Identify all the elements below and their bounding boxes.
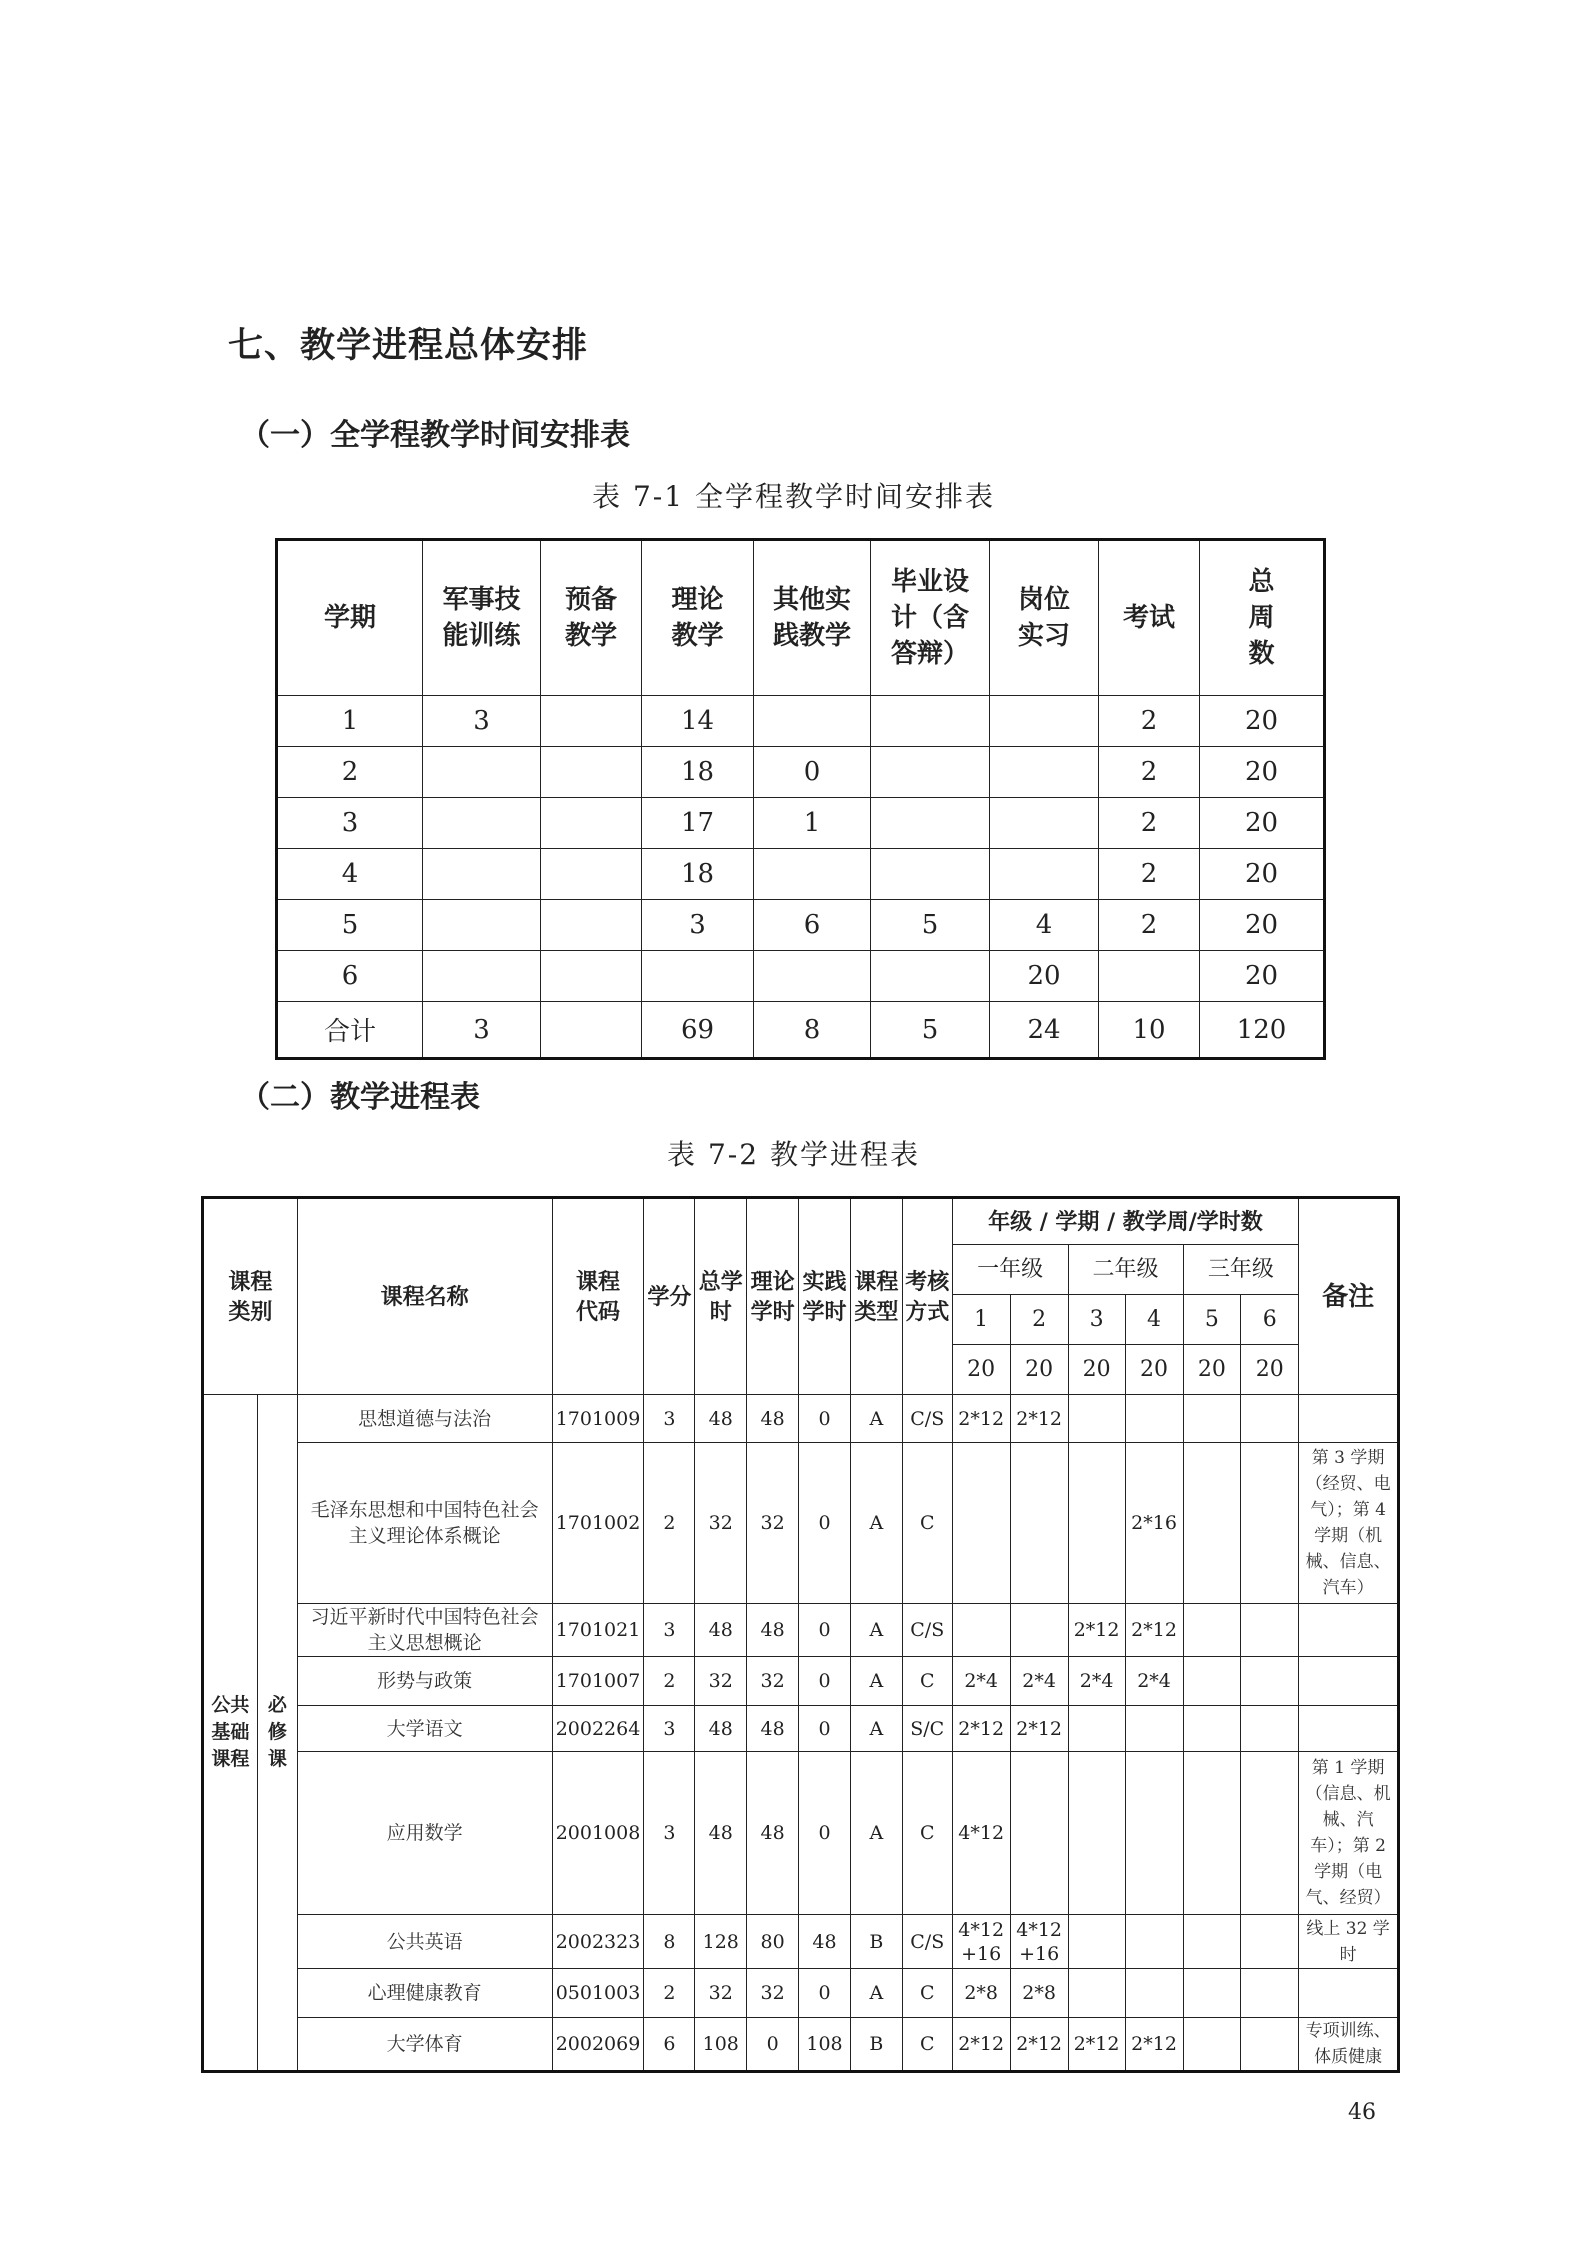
course-exam: C/S [902, 1604, 952, 1657]
course-remark: 第 1 学期（信息、机械、汽车）；第 2 学期（电气、经贸） [1299, 1752, 1399, 1915]
course-credit: 3 [644, 1752, 695, 1915]
course-name: 大学语文 [297, 1706, 552, 1752]
header-remark: 备注 [1299, 1198, 1399, 1395]
course-type: A [850, 1657, 902, 1706]
total-row [277, 1002, 1325, 1059]
header-year-2: 二年级 [1068, 1245, 1183, 1295]
semester-hours [1068, 1915, 1125, 1969]
subsection-heading-2: （二）教学进程表 [240, 1080, 480, 1115]
page-number: 46 [1348, 2100, 1376, 2125]
semester-hours [1241, 1604, 1299, 1657]
course-name: 大学体育 [297, 2018, 552, 2072]
table-row [277, 849, 1325, 900]
table1-header-cell: 岗位实习 [990, 540, 1099, 696]
course-practice: 0 [799, 1657, 851, 1706]
course-remark: 线上 32 学时 [1299, 1915, 1399, 1969]
course-theory: 0 [747, 2018, 799, 2072]
course-remark [1299, 1706, 1399, 1752]
semester-hours [1125, 1752, 1183, 1915]
semester-hours [1068, 1443, 1125, 1604]
table1-cell [871, 798, 990, 849]
header-course-category: 课程类别 [203, 1198, 298, 1395]
table1-cell: 120 [1200, 1002, 1325, 1059]
course-total: 32 [695, 1443, 747, 1604]
course-row [203, 1706, 1399, 1752]
course-exam: C [902, 1752, 952, 1915]
table1-cell: 2 [1099, 900, 1200, 951]
semester-hours [1241, 1915, 1299, 1969]
table1-cell [541, 1002, 642, 1059]
table1-cell: 20 [1200, 798, 1325, 849]
course-credit: 2 [644, 1443, 695, 1604]
course-total: 32 [695, 1969, 747, 2018]
course-remark: 专项训练、体质健康 [1299, 2018, 1399, 2072]
course-code: 1701021 [552, 1604, 644, 1657]
course-practice: 0 [799, 1969, 851, 2018]
course-code: 2002264 [552, 1706, 644, 1752]
course-practice: 0 [799, 1395, 851, 1443]
semester-hours [1068, 1395, 1125, 1443]
semester-hours [1125, 1915, 1183, 1969]
course-credit: 3 [644, 1395, 695, 1443]
course-row [203, 1395, 1399, 1443]
course-practice: 0 [799, 1604, 851, 1657]
semester-hours [1241, 1969, 1299, 2018]
table1-header-cell: 理论教学 [642, 540, 754, 696]
semester-hours [952, 1443, 1010, 1604]
table1-cell [754, 849, 871, 900]
course-total: 32 [695, 1657, 747, 1706]
weeks-cell: 20 [1068, 1345, 1125, 1395]
table1-cell: 69 [642, 1002, 754, 1059]
table1-cell [642, 951, 754, 1002]
table1-cell: 3 [277, 798, 423, 849]
course-theory: 32 [747, 1443, 799, 1604]
table1-cell: 2 [1099, 747, 1200, 798]
course-type: A [850, 1604, 902, 1657]
course-remark [1299, 1969, 1399, 2018]
semester-hours: 4*12 +16 [1010, 1915, 1068, 1969]
course-code: 1701002 [552, 1443, 644, 1604]
weeks-cell: 20 [1010, 1345, 1068, 1395]
semester-hours [1068, 1752, 1125, 1915]
course-name: 应用数学 [297, 1752, 552, 1915]
course-total: 48 [695, 1706, 747, 1752]
table1-cell: 6 [754, 900, 871, 951]
semester-hours [1241, 1752, 1299, 1915]
course-credit: 8 [644, 1915, 695, 1969]
table1-cell [541, 849, 642, 900]
table1-cell: 5 [871, 900, 990, 951]
table1-header-cell: 其他实践教学 [754, 540, 871, 696]
table1-cell: 20 [990, 951, 1099, 1002]
course-theory: 48 [747, 1752, 799, 1915]
table1-cell: 3 [642, 900, 754, 951]
semester-hours: 2*12 [1010, 2018, 1068, 2072]
course-code: 2001008 [552, 1752, 644, 1915]
table1-cell [541, 696, 642, 747]
table1-cell: 5 [277, 900, 423, 951]
table1-cell [871, 849, 990, 900]
table-header-row [277, 540, 1325, 696]
course-total: 48 [695, 1604, 747, 1657]
semester-hours: 4*12 +16 [952, 1915, 1010, 1969]
table1-cell: 20 [1200, 696, 1325, 747]
table1-cell: 1 [277, 696, 423, 747]
semester-cell: 5 [1183, 1295, 1241, 1345]
course-code: 2002069 [552, 2018, 644, 2072]
table1-cell [871, 696, 990, 747]
semester-hours [1241, 1706, 1299, 1752]
semester-hours: 2*12 [952, 2018, 1010, 2072]
table1-cell [541, 900, 642, 951]
table1-header-cell: 总周数 [1200, 540, 1325, 696]
header-practice-hours: 实践学时 [799, 1198, 851, 1395]
table-row [277, 696, 1325, 747]
header-exam-method: 考核方式 [902, 1198, 952, 1395]
table1-header-cell: 学期 [277, 540, 423, 696]
semester-hours: 2*12 [1068, 2018, 1125, 2072]
course-remark: 第 3 学期（经贸、电气）；第 4 学期（机械、信息、汽车） [1299, 1443, 1399, 1604]
course-theory: 32 [747, 1657, 799, 1706]
course-name: 心理健康教育 [297, 1969, 552, 2018]
header-credit: 学分 [644, 1198, 695, 1395]
header-theory-hours: 理论学时 [747, 1198, 799, 1395]
semester-hours [1183, 1969, 1241, 2018]
semester-hours: 2*8 [1010, 1969, 1068, 2018]
semester-hours [1125, 1395, 1183, 1443]
course-row [203, 1915, 1399, 1969]
table1-cell: 20 [1200, 747, 1325, 798]
table1-cell [423, 951, 541, 1002]
course-code: 1701009 [552, 1395, 644, 1443]
header-course-code: 课程代码 [552, 1198, 644, 1395]
table-1-caption: 表 7-1 全学程教学时间安排表 [592, 480, 995, 513]
table1-cell [990, 747, 1099, 798]
table-row [277, 951, 1325, 1002]
weeks-cell: 20 [952, 1345, 1010, 1395]
course-exam: C [902, 1443, 952, 1604]
semester-hours [1010, 1604, 1068, 1657]
semester-hours: 2*12 [1068, 1604, 1125, 1657]
table1-cell: 2 [1099, 798, 1200, 849]
table1-cell: 18 [642, 849, 754, 900]
semester-hours [1010, 1752, 1068, 1915]
course-exam: C [902, 1657, 952, 1706]
course-total: 48 [695, 1395, 747, 1443]
course-code: 0501003 [552, 1969, 644, 2018]
semester-cell: 6 [1241, 1295, 1299, 1345]
table1-cell: 10 [1099, 1002, 1200, 1059]
course-row [203, 1969, 1399, 2018]
semester-hours [1241, 1657, 1299, 1706]
table1-cell [990, 696, 1099, 747]
table1-cell: 18 [642, 747, 754, 798]
semester-hours: 2*12 [1010, 1706, 1068, 1752]
header-course-name: 课程名称 [297, 1198, 552, 1395]
semester-hours [1241, 2018, 1299, 2072]
table1-cell: 4 [277, 849, 423, 900]
course-name: 形势与政策 [297, 1657, 552, 1706]
semester-hours [1183, 1915, 1241, 1969]
teaching-progress-table [201, 1196, 1400, 2073]
table1-cell: 24 [990, 1002, 1099, 1059]
table1-header-cell: 毕业设计（含答辩） [871, 540, 990, 696]
course-row [203, 1752, 1399, 1915]
semester-hours: 2*4 [1125, 1657, 1183, 1706]
semester-hours [1068, 1706, 1125, 1752]
table1-cell [1099, 951, 1200, 1002]
teaching-time-table [275, 538, 1326, 1060]
table1-cell [423, 900, 541, 951]
category-sub: 必修课 [257, 1395, 297, 2072]
header-course-type: 课程类型 [850, 1198, 902, 1395]
course-row [203, 1604, 1399, 1657]
table1-cell: 6 [277, 951, 423, 1002]
course-practice: 108 [799, 2018, 851, 2072]
semester-hours: 2*12 [952, 1395, 1010, 1443]
weeks-cell: 20 [1183, 1345, 1241, 1395]
course-theory: 48 [747, 1395, 799, 1443]
semester-hours [1125, 1969, 1183, 2018]
semester-hours [1125, 1706, 1183, 1752]
weeks-cell: 20 [1125, 1345, 1183, 1395]
semester-hours [952, 1604, 1010, 1657]
table1-header-cell: 考试 [1099, 540, 1200, 696]
course-theory: 32 [747, 1969, 799, 2018]
header-year-1: 一年级 [952, 1245, 1068, 1295]
course-practice: 0 [799, 1706, 851, 1752]
category-main: 公共基础课程 [203, 1395, 258, 2072]
course-exam: C/S [902, 1395, 952, 1443]
table1-cell: 3 [423, 696, 541, 747]
weeks-cell: 20 [1241, 1345, 1299, 1395]
semester-hours: 2*12 [1125, 2018, 1183, 2072]
table-row [277, 798, 1325, 849]
table1-cell [990, 798, 1099, 849]
course-type: B [850, 1915, 902, 1969]
course-remark [1299, 1657, 1399, 1706]
semester-hours [1183, 1657, 1241, 1706]
course-name: 公共英语 [297, 1915, 552, 1969]
semester-cell: 1 [952, 1295, 1010, 1345]
table1-cell [871, 747, 990, 798]
table1-cell [541, 798, 642, 849]
table1-cell [423, 798, 541, 849]
course-total: 128 [695, 1915, 747, 1969]
table1-cell: 4 [990, 900, 1099, 951]
semester-hours [1068, 1969, 1125, 2018]
semester-hours: 2*12 [1010, 1395, 1068, 1443]
semester-hours: 2*4 [1010, 1657, 1068, 1706]
table1-cell: 8 [754, 1002, 871, 1059]
table1-cell: 20 [1200, 849, 1325, 900]
section-heading: 七、教学进程总体安排 [228, 326, 589, 366]
table1-cell: 20 [1200, 900, 1325, 951]
course-remark [1299, 1395, 1399, 1443]
table1-header-cell: 军事技能训练 [423, 540, 541, 696]
table-row [277, 747, 1325, 798]
course-theory: 48 [747, 1604, 799, 1657]
course-exam: C [902, 2018, 952, 2072]
course-type: A [850, 1706, 902, 1752]
semester-hours: 2*12 [952, 1706, 1010, 1752]
header-total-hours: 总学时 [695, 1198, 747, 1395]
course-type: A [850, 1395, 902, 1443]
course-code: 2002323 [552, 1915, 644, 1969]
semester-hours [1241, 1395, 1299, 1443]
semester-hours [1183, 2018, 1241, 2072]
table1-cell: 0 [754, 747, 871, 798]
table1-header-cell: 预备教学 [541, 540, 642, 696]
table1-cell [990, 849, 1099, 900]
table1-cell: 1 [754, 798, 871, 849]
subsection-heading-1: （一）全学程教学时间安排表 [240, 418, 630, 453]
semester-hours [1183, 1752, 1241, 1915]
table1-cell: 14 [642, 696, 754, 747]
semester-hours [1010, 1443, 1068, 1604]
semester-hours: 2*4 [1068, 1657, 1125, 1706]
course-code: 1701007 [552, 1657, 644, 1706]
course-type: A [850, 1969, 902, 2018]
semester-cell: 3 [1068, 1295, 1125, 1345]
semester-hours [1241, 1443, 1299, 1604]
course-practice: 0 [799, 1752, 851, 1915]
course-exam: S/C [902, 1706, 952, 1752]
table1-cell [423, 849, 541, 900]
table-2-caption: 表 7-2 教学进程表 [667, 1138, 920, 1171]
table1-cell [541, 747, 642, 798]
table1-cell [541, 951, 642, 1002]
table1-cell: 合计 [277, 1002, 423, 1059]
course-exam: C/S [902, 1915, 952, 1969]
course-theory: 80 [747, 1915, 799, 1969]
table1-cell: 2 [1099, 849, 1200, 900]
header-schedule: 年级 / 学期 / 教学周/学时数 [952, 1198, 1298, 1245]
semester-cell: 2 [1010, 1295, 1068, 1345]
semester-hours: 2*12 [1125, 1604, 1183, 1657]
course-total: 48 [695, 1752, 747, 1915]
semester-hours: 4*12 [952, 1752, 1010, 1915]
course-credit: 3 [644, 1604, 695, 1657]
course-type: A [850, 1443, 902, 1604]
course-name: 毛泽东思想和中国特色社会主义理论体系概论 [297, 1443, 552, 1604]
table1-cell [423, 747, 541, 798]
course-name: 习近平新时代中国特色社会主义思想概论 [297, 1604, 552, 1657]
semester-hours [1183, 1706, 1241, 1752]
semester-cell: 4 [1125, 1295, 1183, 1345]
course-remark [1299, 1604, 1399, 1657]
course-row [203, 1443, 1399, 1604]
header-year-3: 三年级 [1183, 1245, 1299, 1295]
course-practice: 0 [799, 1443, 851, 1604]
table1-cell: 20 [1200, 951, 1325, 1002]
course-credit: 3 [644, 1706, 695, 1752]
semester-hours: 2*4 [952, 1657, 1010, 1706]
table1-cell: 2 [1099, 696, 1200, 747]
course-type: B [850, 2018, 902, 2072]
table1-cell [871, 951, 990, 1002]
course-theory: 48 [747, 1706, 799, 1752]
course-total: 108 [695, 2018, 747, 2072]
table1-cell [754, 951, 871, 1002]
course-credit: 2 [644, 1969, 695, 2018]
table1-cell [754, 696, 871, 747]
table1-cell: 5 [871, 1002, 990, 1059]
course-practice: 48 [799, 1915, 851, 1969]
course-name: 思想道德与法治 [297, 1395, 552, 1443]
course-type: A [850, 1752, 902, 1915]
course-credit: 6 [644, 2018, 695, 2072]
table1-cell: 3 [423, 1002, 541, 1059]
semester-hours: 2*8 [952, 1969, 1010, 2018]
course-credit: 2 [644, 1657, 695, 1706]
semester-hours [1183, 1395, 1241, 1443]
table-row [277, 900, 1325, 951]
course-row [203, 2018, 1399, 2072]
semester-hours [1183, 1443, 1241, 1604]
semester-hours [1183, 1604, 1241, 1657]
course-exam: C [902, 1969, 952, 2018]
table1-cell: 2 [277, 747, 423, 798]
course-row [203, 1657, 1399, 1706]
table1-cell: 17 [642, 798, 754, 849]
semester-hours: 2*16 [1125, 1443, 1183, 1604]
